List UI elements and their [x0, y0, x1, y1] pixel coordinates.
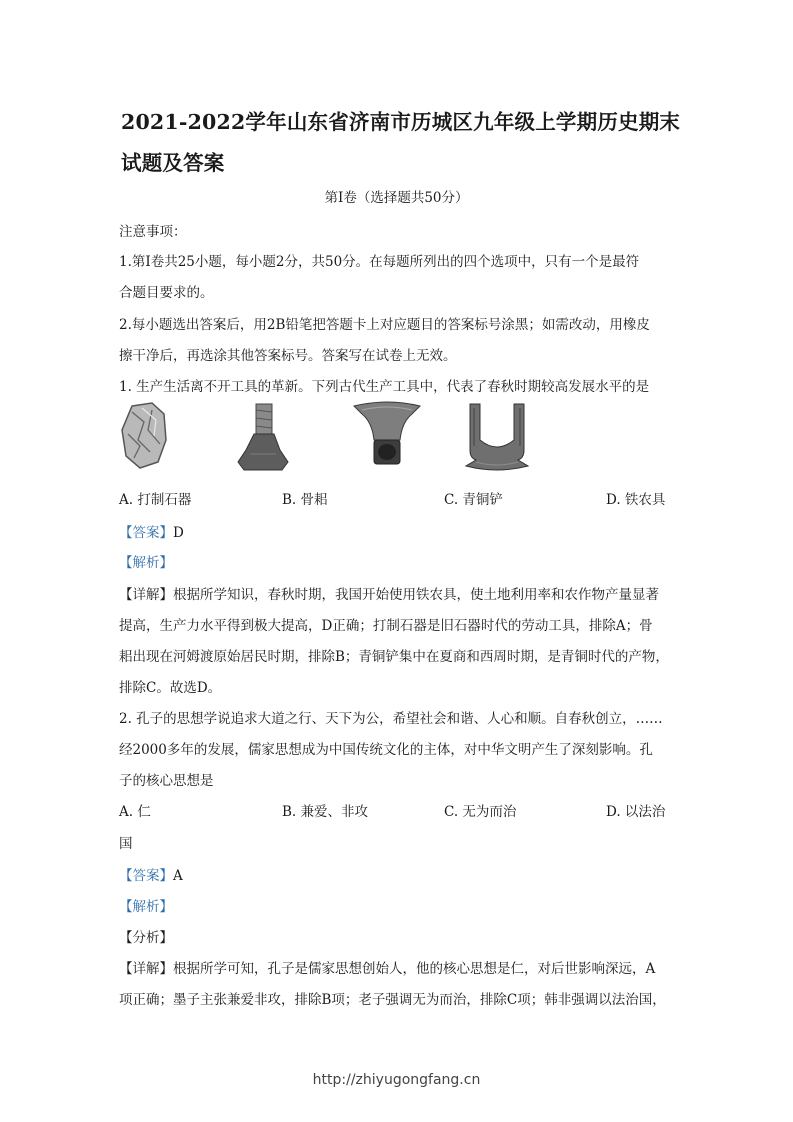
q1-answer — [119, 521, 679, 541]
question-2-stem-end: 子的核心思想是 — [119, 773, 214, 789]
q2-option-d[interactable]: D. 以法治 — [606, 804, 666, 820]
q2-detail-2: 项正确；墨子主张兼爱非攻，排除B项；老子强调无为而治，排除C项；韩非强调以法治国， — [119, 992, 666, 1008]
q1-option-c[interactable]: C. 青铜铲 — [444, 492, 503, 508]
q1-detail-2: 提高，生产力水平得到极大提高，D正确；打制石器是旧石器时代的劳动工具，排除A；骨 — [119, 618, 653, 634]
footer-url[interactable]: http://zhiyugongfang.cn — [312, 1072, 481, 1088]
q2-option-a[interactable]: A. 仁 — [119, 804, 151, 820]
q1-answer-label: 【答案】 — [119, 525, 173, 541]
q1-option-a[interactable]: A. 打制石器 — [119, 492, 192, 508]
page-title: 2021-2022学年山东省济南市历城区九年级上学期历史期末 — [121, 110, 681, 134]
q2-fenxi-label: 【分析】 — [119, 930, 173, 946]
q1-answer-value: D — [173, 525, 184, 541]
q1-detail-4: 排除C。故选D。 — [119, 680, 222, 696]
stone-tool-icon — [118, 400, 170, 470]
q1-option-d[interactable]: D. 铁农具 — [606, 492, 666, 508]
q2-analysis-label: 【解析】 — [119, 899, 173, 915]
page-title-continued: 试题及答案 — [121, 151, 225, 175]
question-2-stem-cont: 经2000多年的发展，儒家思想成为中国传统文化的主体，对中华文明产生了深刻影响。孔 — [119, 742, 653, 758]
notice-item-2: 2.每小题选出答案后，用2B铅笔把答题卡上对应题目的答案标号涂黑；如需改动，用橡皮 — [119, 317, 650, 333]
question-1-images — [0, 400, 793, 478]
section-subtitle: 第Ⅰ卷（选择题共50分） — [324, 190, 469, 206]
q1-detail-1: 【详解】根据所学知识，春秋时期，我国开始使用铁农具，使土地利用率和农作物产量显著 — [119, 587, 659, 603]
notice-item-1-cont: 合题目要求的。 — [119, 285, 214, 301]
notice-heading: 注意事项： — [119, 224, 187, 240]
bone-spade-icon — [234, 400, 292, 472]
q2-option-c[interactable]: C. 无为而治 — [444, 804, 517, 820]
q1-analysis-label: 【解析】 — [119, 555, 173, 571]
q2-option-d-wrap: 国 — [119, 836, 133, 852]
q2-answer — [119, 864, 679, 884]
q2-option-b[interactable]: B. 兼爱、非攻 — [282, 804, 369, 820]
notice-item-2-cont: 擦干净后，再选涂其他答案标号。答案写在试卷上无效。 — [119, 348, 457, 364]
notice-item-1: 1.第Ⅰ卷共25小题，每小题2分，共50分。在每题所列出的四个选项中，只有一个是最符 — [119, 254, 640, 270]
q1-option-b[interactable]: B. 骨耜 — [282, 492, 328, 508]
q2-detail-1: 【详解】根据所学可知，孔子是儒家思想创始人，他的核心思想是仁，对后世影响深远，A — [119, 961, 656, 977]
q2-answer-label: 【答案】 — [119, 868, 173, 884]
iron-farm-tool-icon — [462, 400, 532, 472]
q1-detail-3: 耜出现在河姆渡原始居民时期，排除B；青铜铲集中在夏商和西周时期，是青铜时代的产物， — [119, 649, 669, 665]
question-1-stem: 1. 生产生活离不开工具的革新。下列古代生产工具中，代表了春秋时期较高发展水平的是 — [119, 379, 650, 395]
bronze-shovel-icon — [352, 400, 422, 466]
q2-answer-value: A — [173, 868, 183, 884]
question-2-stem: 2. 孔子的思想学说追求大道之行、天下为公，希望社会和谐、人心和顺。自春秋创立，…… — [119, 711, 663, 727]
